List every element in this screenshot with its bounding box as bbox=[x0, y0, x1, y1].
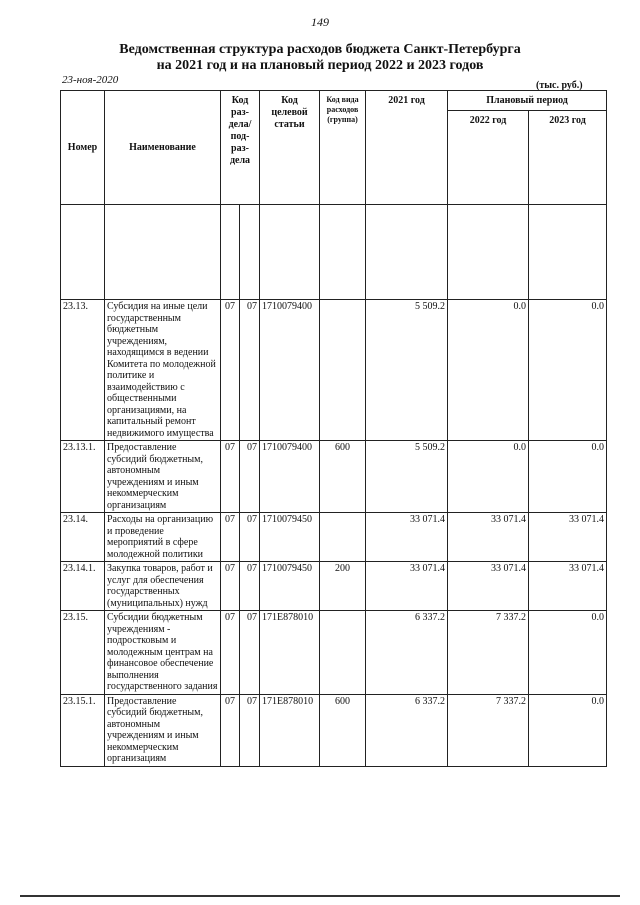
table-row bbox=[61, 562, 607, 611]
bottom-scan-line bbox=[20, 895, 620, 897]
document-title bbox=[0, 42, 640, 74]
header-2023: 2023 год bbox=[529, 111, 607, 205]
page-number: 149 bbox=[311, 15, 329, 29]
cell-razdel: 07 bbox=[221, 300, 240, 441]
cell-podrazdel: 07 bbox=[240, 562, 260, 611]
cell-tselevaya-statya: 1710079400 bbox=[260, 441, 320, 513]
header-2021: 2021 год bbox=[366, 91, 448, 205]
cell-2023: 0.0 bbox=[529, 611, 607, 695]
cell-podrazdel: 07 bbox=[240, 300, 260, 441]
cell-2021: 5 509.2 bbox=[366, 300, 448, 441]
table-row bbox=[61, 513, 607, 562]
cell-vid-rashodov: 600 bbox=[320, 441, 366, 513]
cell-vid-rashodov: 200 bbox=[320, 562, 366, 611]
table-row bbox=[61, 441, 607, 513]
cell-podrazdel: 07 bbox=[240, 611, 260, 695]
cell-podrazdel: 07 bbox=[240, 513, 260, 562]
cell-name: Предоставление субсидий бюджетным, автономным учреждениям и иным некоммерческим организациям bbox=[105, 694, 221, 766]
cell-2021: 33 071.4 bbox=[366, 513, 448, 562]
title-line-1: Ведомственная структура расходов бюджета Санкт-Петербурга bbox=[119, 42, 521, 57]
table-row bbox=[61, 694, 607, 766]
cell-2021: 5 509.2 bbox=[366, 441, 448, 513]
cell-name: Субсидии бюджетным учреждениям - подростковым и молодежным центрам на финансовое обеспечение выполнения государственного задания bbox=[105, 611, 221, 695]
cell-nomer: 23.13.1. bbox=[61, 441, 105, 513]
cell-vid-rashodov bbox=[320, 513, 366, 562]
cell-name: Расходы на организацию и проведение мероприятий в сфере молодежной политики bbox=[105, 513, 221, 562]
cell-2021: 33 071.4 bbox=[366, 562, 448, 611]
budget-table bbox=[60, 90, 607, 767]
cell-razdel: 07 bbox=[221, 513, 240, 562]
cell-nomer: 23.14. bbox=[61, 513, 105, 562]
header-2022: 2022 год bbox=[448, 111, 529, 205]
cell-tselevaya-statya: 1710079450 bbox=[260, 513, 320, 562]
cell-razdel: 07 bbox=[221, 562, 240, 611]
cell-2022: 33 071.4 bbox=[448, 513, 529, 562]
title-line-2: на 2021 год и на плановый период 2022 и 2023 годов bbox=[156, 58, 484, 73]
cell-tselevaya-statya: 1710079450 bbox=[260, 562, 320, 611]
units-label: (тыс. руб.) bbox=[536, 80, 583, 91]
header-spacer-row bbox=[61, 205, 607, 300]
cell-name: Закупка товаров, работ и услуг для обеспечения государственных (муниципальных) нужд bbox=[105, 562, 221, 611]
cell-nomer: 23.13. bbox=[61, 300, 105, 441]
cell-vid-rashodov: 600 bbox=[320, 694, 366, 766]
cell-name: Субсидия на иные цели государственным бюджетным учреждениям, находящимся в ведении Комитета по молодежной политике и взаимодействию с общественными организациями, на капитальный ремонт недвижимого имущества bbox=[105, 300, 221, 441]
cell-2022: 0.0 bbox=[448, 300, 529, 441]
cell-2022: 7 337.2 bbox=[448, 611, 529, 695]
cell-tselevaya-statya: 1710079400 bbox=[260, 300, 320, 441]
cell-nomer: 23.15. bbox=[61, 611, 105, 695]
cell-2023: 33 071.4 bbox=[529, 513, 607, 562]
cell-vid-rashodov bbox=[320, 300, 366, 441]
cell-tselevaya-statya: 171E878010 bbox=[260, 694, 320, 766]
header-kod-vida: Код вида расходов (группа) bbox=[320, 91, 366, 205]
header-nomer: Номер bbox=[61, 91, 105, 205]
cell-nomer: 23.14.1. bbox=[61, 562, 105, 611]
cell-2021: 6 337.2 bbox=[366, 611, 448, 695]
cell-2022: 33 071.4 bbox=[448, 562, 529, 611]
header-kod-tselevoy: Код целевой статьи bbox=[260, 91, 320, 205]
header-kod-razdela: Код раз-дела/ под-раз-дела bbox=[221, 91, 260, 205]
cell-vid-rashodov bbox=[320, 611, 366, 695]
cell-nomer: 23.15.1. bbox=[61, 694, 105, 766]
table-row bbox=[61, 300, 607, 441]
cell-podrazdel: 07 bbox=[240, 441, 260, 513]
cell-2023: 0.0 bbox=[529, 300, 607, 441]
cell-2022: 0.0 bbox=[448, 441, 529, 513]
cell-razdel: 07 bbox=[221, 441, 240, 513]
cell-name: Предоставление субсидий бюджетным, автономным учреждениям и иным некоммерческим организациям bbox=[105, 441, 221, 513]
header-planovy-period: Плановый период bbox=[448, 91, 607, 111]
cell-razdel: 07 bbox=[221, 611, 240, 695]
header-naimenovanie: Наименование bbox=[105, 91, 221, 205]
cell-2021: 6 337.2 bbox=[366, 694, 448, 766]
cell-tselevaya-statya: 171E878010 bbox=[260, 611, 320, 695]
cell-2023: 0.0 bbox=[529, 441, 607, 513]
cell-2022: 7 337.2 bbox=[448, 694, 529, 766]
cell-razdel: 07 bbox=[221, 694, 240, 766]
cell-2023: 33 071.4 bbox=[529, 562, 607, 611]
cell-podrazdel: 07 bbox=[240, 694, 260, 766]
document-date: 23-ноя-2020 bbox=[62, 74, 119, 86]
table-row bbox=[61, 611, 607, 695]
cell-2023: 0.0 bbox=[529, 694, 607, 766]
